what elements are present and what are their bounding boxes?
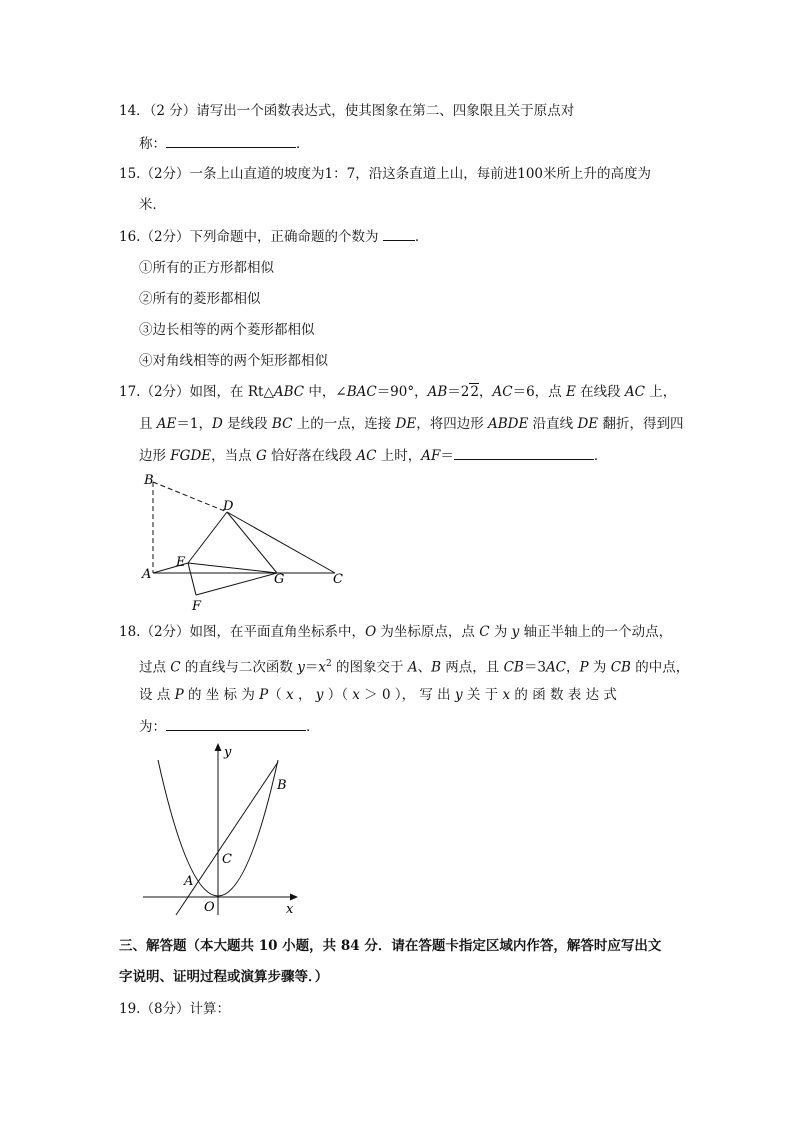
q18-t1c: 为坐标原点，点 [376,624,480,640]
q17-t1j: AC [492,384,513,400]
q17-t3c: ，当点 [211,448,256,464]
q18-t2p: ， [566,659,580,676]
x-axis-arrow-icon [290,894,298,901]
q14-line2 [139,133,310,154]
label-A: A [184,874,194,889]
q16-option-2: ②所有的菱形都相似 [139,291,261,307]
q18-t3b: P [174,687,184,703]
q17-line3 [139,445,607,466]
q18-t2k: B [431,659,441,676]
q18-t2e: ＝ [304,659,319,676]
q17-t3h: AF [421,448,441,464]
q17-t3d: G [255,448,267,464]
q16-option-1: ①所有的正方形都相似 [139,260,274,276]
q18-t3m: 关 于 [462,687,503,703]
label-B: B [144,473,154,488]
q18-t3d: P [259,687,269,703]
q17-t2e: 是线段 [222,416,272,432]
section-3-heading-line2: 字说明、证明过程或演算步骤等．） [119,969,329,985]
q18-t2s: CB [610,659,631,676]
label-F: F [192,599,202,614]
q17-t2a: 且 [139,416,157,432]
q18-t3j: x [352,687,360,703]
q16-option-3: ③边长相等的两个菱形都相似 [139,322,315,338]
q18-t3e: （ [268,687,287,703]
label-B: B [277,778,287,793]
label-x: x [286,902,294,917]
q18-t3f: x [286,687,294,703]
q17-t3e: 恰好落在线段 [266,448,357,464]
y-axis-arrow-icon [215,743,222,751]
q18-t1g: 轴正半轴上的一个动点， [519,624,673,640]
q17-t3b: FGDE [170,448,212,464]
q18-t4b: ． [306,719,320,735]
q18-t2l: 两点，且 [441,659,504,676]
q17-t1o: 上， [645,384,677,400]
q17-t2m: 翻折，得到四 [598,416,684,432]
q18-t2d: y [297,659,305,676]
segment-EF [188,563,196,595]
q17-t1h: 2 [470,384,479,400]
q17-t1f: AB [427,384,448,400]
label-y: y [224,745,232,760]
q18-t2c: 的直线与二次函数 [180,659,298,676]
q17-t1c: 中，∠ [304,384,347,400]
q18-t2h: 的图象交于 [331,659,408,676]
label-D: D [223,499,234,514]
line-AB [176,762,278,915]
q18-t2t: 的中点， [630,659,690,676]
q17-t2g: 上的一点，连接 [292,416,396,432]
q18-t2i: A [407,659,418,676]
q16-option-4: ④对角线相等的两个矩形都相似 [139,353,328,369]
q17-t1b: ABC [273,384,305,400]
q18-t1e: 为 [489,624,512,640]
label-A: A [142,567,152,582]
q18-t4a: 为： [139,719,166,735]
segment-DE [188,512,227,563]
q17-t1i: ， [478,384,493,400]
q18-t3n: x [502,687,511,703]
q18-t3i: ）（ [323,687,353,703]
q16-stem-text: 16.（2分）下列命题中，正确命题的个数为 [119,229,379,245]
q17-t2f: BC [271,416,293,432]
q17-t1n: AC [624,384,646,400]
q18-figure [138,740,308,920]
q18-line4 [139,716,320,737]
q17-t2c: ＝1， [176,416,212,432]
section-3-heading-line1: 三、解答题（本大题共 10 小题，共 84 分．请在答题卡指定区域内作答，解答时应写出文 [119,938,662,954]
q17-line2 [139,414,683,434]
q19-text: 19.（8分）计算： [119,1001,231,1017]
q17-t1a: 17.（2分）如图，在 Rt△ [119,384,274,400]
q17-t2j: ABDE [488,416,529,432]
q18-t2r: 为 [588,659,611,676]
q18-t2n: ＝3 [523,659,546,676]
q18-t2j: 、 [417,659,432,676]
q17-t1k: ＝6，点 [512,384,566,400]
segment-FG [196,573,277,595]
q17-line1 [119,382,676,402]
q16-end: ． [414,229,429,245]
q17-t3i: ＝ [440,448,454,464]
q18-t3h: y [315,687,324,703]
q17-t2i: ，将四边形 [416,416,489,432]
q18-t2q: P [579,659,589,676]
q18-line2 [139,654,689,678]
q18-line1 [119,622,672,642]
label-E: E [176,555,186,570]
q14-prefix: 称： [139,136,166,152]
q17-t3f: AC [356,448,377,464]
q18-line3 [139,685,617,705]
q18-t2b: C [170,659,181,676]
q17-t2b: AE [156,416,177,432]
q18-answer-blank[interactable] [166,716,306,731]
label-C: C [222,852,232,867]
label-G: G [274,572,285,587]
q17-t2h: DE [395,416,417,432]
q17-t1m: 在线段 [575,384,625,400]
q17-t3g: 上时， [376,448,422,464]
q18-t3c: 的 坐 标 为 [183,687,260,703]
q18-t3l: y [454,687,463,703]
q15-line2: 米． [139,197,166,213]
q18-t2g: 2 [326,659,332,669]
q17-t1e: ＝90°， [376,384,428,400]
sqrt-symbol [469,383,479,400]
q14-end: ． [296,136,310,152]
q18-t3g: ， [293,687,316,703]
q14-answer-blank[interactable] [166,133,296,148]
q17-t1g: ＝2 [447,384,470,400]
q17-answer-blank[interactable] [454,445,594,460]
q17-t2l: DE [577,416,599,432]
q18-t2f: x [318,659,326,676]
q16-stem [119,226,428,247]
q18-t1b: O [365,624,377,640]
label-O: O [204,900,215,915]
q18-t1f: y [511,624,520,640]
q17-t2d: D [212,416,223,432]
q16-answer-blank[interactable] [383,226,415,241]
q17-figure [130,470,360,620]
label-C: C [333,572,343,587]
q18-t1a: 18.（2分）如图，在平面直角坐标系中， [119,624,366,640]
q18-t2o: AC [545,659,567,676]
segment-BD [153,482,227,512]
q18-t2m: CB [503,659,524,676]
segment-EG [188,563,277,573]
q18-t3k: ＞ 0 ）， 写 出 [359,687,455,703]
q18-t1d: C [479,624,490,640]
q15-line1: 15.（2分）一条上山直道的坡度为1：7，沿这条直道上山，每前进100米所上升的高度为 [119,166,652,182]
q18-t2a: 过点 [139,659,171,676]
q18-t3o: 的 函 数 表 达 式 [510,687,617,703]
segment-DC [227,512,335,573]
q17-t2k: 沿直线 [528,416,578,432]
q18-t3a: 设 点 [139,687,175,703]
segment-DG [227,512,277,573]
q17-t3a: 边形 [139,448,171,464]
q14-line1: 14．（2 分）请写出一个函数表达式，使其图象在第二、四象限且关于原点对 [119,103,575,119]
q17-t1l: E [565,384,576,400]
q17-t3j: ． [593,448,608,464]
q17-t1d: BAC [346,384,377,400]
